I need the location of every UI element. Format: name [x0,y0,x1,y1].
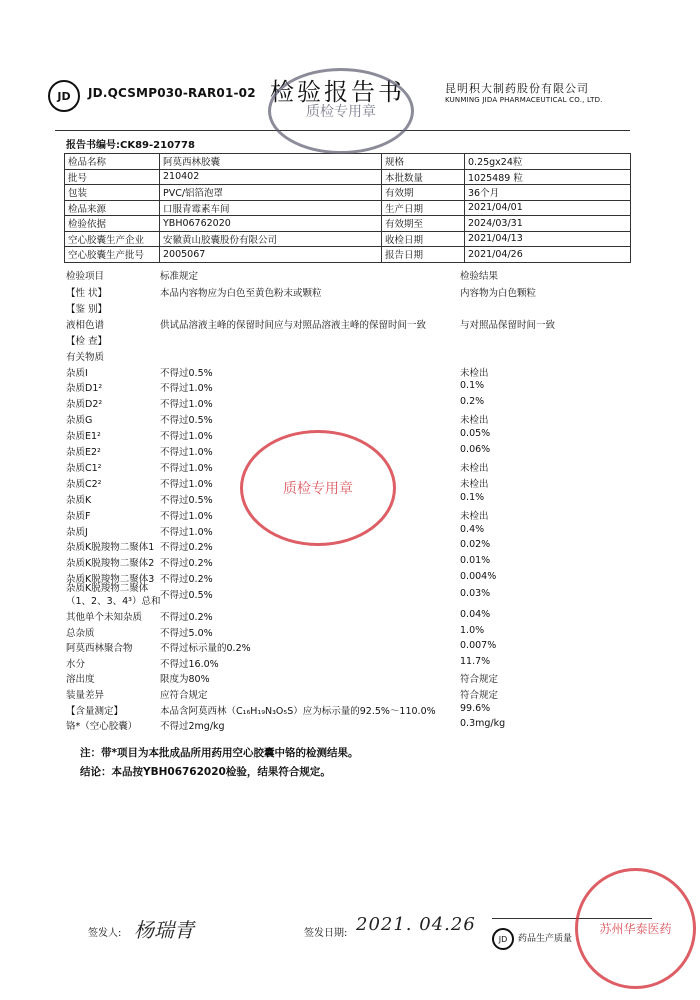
test-item-name: 杂质I [66,367,88,379]
info-label: 批号 [65,169,160,185]
info-row [65,200,631,216]
test-item-name: 杂质K脱羧物二聚体3 [66,574,155,586]
test-row [66,301,626,316]
test-row [66,333,626,348]
company-name-en: KUNMING JIDA PHARMACEUTICAL CO., LTD. [445,96,603,104]
test-standard: 不得过0.5% [160,367,213,379]
test-standard: 不得过0.2% [160,612,213,623]
test-item-name: 杂质K脱羧物二聚体2 [66,558,155,570]
test-row [66,396,626,411]
info-value: 2024/03/31 [465,216,631,232]
test-item-name: 铬*（空心胶囊） [66,721,138,733]
test-result: 11.7% [460,655,491,667]
info-value: PVC/铝箔泡罩 [160,185,382,201]
info-row [65,169,631,185]
info-row [65,185,631,201]
test-result: 99.6% [460,702,491,714]
test-standard: 本品内容物应为白色至黄色粉末或颗粒 [160,288,322,299]
test-row-combined [66,580,626,608]
test-result: 0.4% [460,523,485,535]
test-standard: 不得过5.0% [160,627,213,639]
footer-text: 药品生产质量 [518,934,573,944]
test-item-name: 【检 查】 [66,335,108,347]
distributor-stamp: 苏州华泰医药 [575,868,696,989]
test-standard: 不得过0.5% [160,415,213,427]
footer-logo-icon: JD [492,928,514,950]
info-value: YBH06762020 [160,216,382,232]
info-label: 有效期 [382,185,465,201]
info-row [65,216,631,232]
test-item-name: 阿莫西林聚合物 [66,643,133,655]
test-row [66,625,626,640]
test-item-name-cont: （1、2、3、4³）总和 [66,596,161,607]
column-header-standard: 标准规定 [160,271,199,282]
test-row [66,380,626,395]
test-standard: 不得过1.0% [160,431,213,443]
test-result: 0.01% [460,555,491,567]
product-info-table [64,153,631,263]
info-value: 36个月 [465,185,631,201]
test-standard: 不得过1.0% [160,399,213,411]
test-result: 0.03% [460,588,491,599]
info-value: 阿莫西林胶囊 [160,154,382,170]
test-standard: 不得过1.0% [160,526,213,538]
signer-label: 签发人: [88,928,122,939]
test-standard: 供试品溶液主峰的保留时间应与对照品溶液主峰的保留时间一致 [160,319,427,331]
test-standard: 不得过0.2% [160,542,213,554]
test-row [66,609,626,624]
test-item-name: 杂质K脱羧物二聚体 [66,583,149,594]
test-item-name: 杂质E2² [66,447,101,458]
test-standard: 不得过2mg/kg [160,721,225,733]
test-result: 0.06% [460,444,491,455]
test-standard: 不得过1.0% [160,462,213,474]
test-item-name: 杂质G [66,415,93,427]
test-standard: 不得过0.2% [160,574,213,586]
test-item-name: 【性 状】 [66,288,108,299]
test-item-name: 有关物质 [66,351,105,363]
test-row [66,703,626,718]
test-standard: 不得过0.5% [160,590,213,601]
issue-date-handwritten: 2021. 04.26 [356,914,476,935]
issue-date-label: 签发日期: [304,928,348,939]
test-standard: 不得过1.0% [160,383,213,395]
qc-stamp-top: 质检专用章 [268,68,414,154]
info-label: 空心胶囊生产批号 [65,247,160,263]
test-item-name: 杂质D2² [66,399,103,411]
info-row [65,154,631,170]
test-item-name: 其他单个未知杂质 [66,612,143,623]
test-result: 0.007% [460,640,497,652]
test-standard: 不得过1.0% [160,447,213,458]
info-value: 口服青霉素车间 [160,200,382,216]
company-name-cn: 昆明积大制药股份有限公司 [445,82,589,95]
test-row [66,365,626,380]
info-label: 检品名称 [65,154,160,170]
column-header-item: 检验项目 [66,271,105,282]
footnote: 注：带*项目为本批成品所用药用空心胶囊中铬的检测结果。 [80,747,359,759]
test-standard: 应符合规定 [160,690,208,701]
info-value: 2021/04/26 [465,247,631,263]
test-standard: 不得过标示量的0.2% [160,643,251,655]
info-label: 检品来源 [65,200,160,216]
info-value: 1025489 粒 [465,169,631,185]
test-result: 未检出 [460,510,489,522]
test-item-name: 溶出度 [66,674,95,686]
test-item-name: 杂质D1² [66,383,103,395]
test-result: 0.3mg/kg [460,718,506,730]
test-result: 内容物为白色颗粒 [460,288,537,299]
info-label: 生产日期 [382,200,465,216]
test-standard: 不得过0.2% [160,558,213,570]
test-result: 未检出 [460,415,489,427]
test-item-name: 【鉴 别】 [66,303,108,315]
test-row [66,349,626,364]
test-result: 0.004% [460,571,497,583]
info-value: 安徽黄山胶囊股份有限公司 [160,231,382,247]
conclusion: 结论：本品按YBH06762020检验，结果符合规定。 [80,766,331,778]
test-row [66,317,626,332]
test-row [66,285,626,300]
test-item-name: 杂质K脱羧物二聚体1 [66,542,155,554]
test-result: 0.02% [460,539,491,551]
test-row [66,671,626,686]
test-result: 与对照品保留时间一致 [460,319,556,331]
test-result: 0.04% [460,609,491,620]
test-row [66,718,626,733]
test-row [66,412,626,427]
qc-stamp-middle: 质检专用章 [240,430,396,546]
info-value: 2021/04/01 [465,200,631,216]
company-logo-icon: JD [48,80,80,112]
test-item-name: 杂质K [66,494,92,506]
document-code: JD.QCSMP030-RAR01-02 [88,86,256,100]
test-item-name: 杂质F [66,510,91,522]
info-label: 检验依据 [65,216,160,232]
info-row [65,231,631,247]
test-row [66,656,626,671]
test-item-name: 液相色谱 [66,319,105,331]
test-standard: 不得过1.0% [160,478,213,490]
test-item-name: 水分 [66,658,86,670]
test-result: 未检出 [460,478,489,490]
info-label: 包装 [65,185,160,201]
report-number: 报告书编号:CK89-210778 [66,140,195,151]
info-label: 报告日期 [382,247,465,263]
info-value: 0.25gx24粒 [465,154,631,170]
test-item-name: 杂质C1² [66,462,102,474]
test-result: 1.0% [460,624,485,636]
test-standard: 限度为80% [160,674,210,686]
info-label: 收检日期 [382,231,465,247]
test-standard: 不得过16.0% [160,658,219,670]
test-result: 0.05% [460,428,491,440]
test-item-name: 杂质E1² [66,431,101,443]
test-result: 0.1% [460,491,485,503]
test-result: 未检出 [460,367,489,379]
test-result: 0.1% [460,380,485,392]
info-label: 规格 [382,154,465,170]
test-item-name: 杂质J [66,526,88,538]
test-item-name: 总杂质 [66,627,95,639]
info-row [65,247,631,263]
test-result: 未检出 [460,462,489,474]
column-header-result: 检验结果 [460,271,499,282]
test-row [66,687,626,702]
test-item-name: 杂质C2² [66,478,102,490]
info-value: 2005067 [160,247,382,263]
info-value: 2021/04/13 [465,231,631,247]
test-standard: 本品含阿莫西林（C₁₆H₁₉N₃O₅S）应为标示量的92.5%～110.0% [160,705,436,717]
test-row [66,555,626,570]
info-label: 有效期至 [382,216,465,232]
test-item-name: 装量差异 [66,690,105,701]
test-row [66,640,626,655]
signer-signature: 杨瑞青 [134,918,194,942]
test-result: 0.2% [460,396,485,408]
test-result: 符合规定 [460,690,499,701]
info-label: 本批数量 [382,169,465,185]
page-title: 检验报告书 [270,78,405,106]
test-standard: 不得过0.5% [160,494,213,506]
info-value: 210402 [160,169,382,185]
test-standard: 不得过1.0% [160,510,213,522]
test-result: 符合规定 [460,674,499,686]
info-label: 空心胶囊生产企业 [65,231,160,247]
test-item-name: 【含量测定】 [66,705,124,717]
